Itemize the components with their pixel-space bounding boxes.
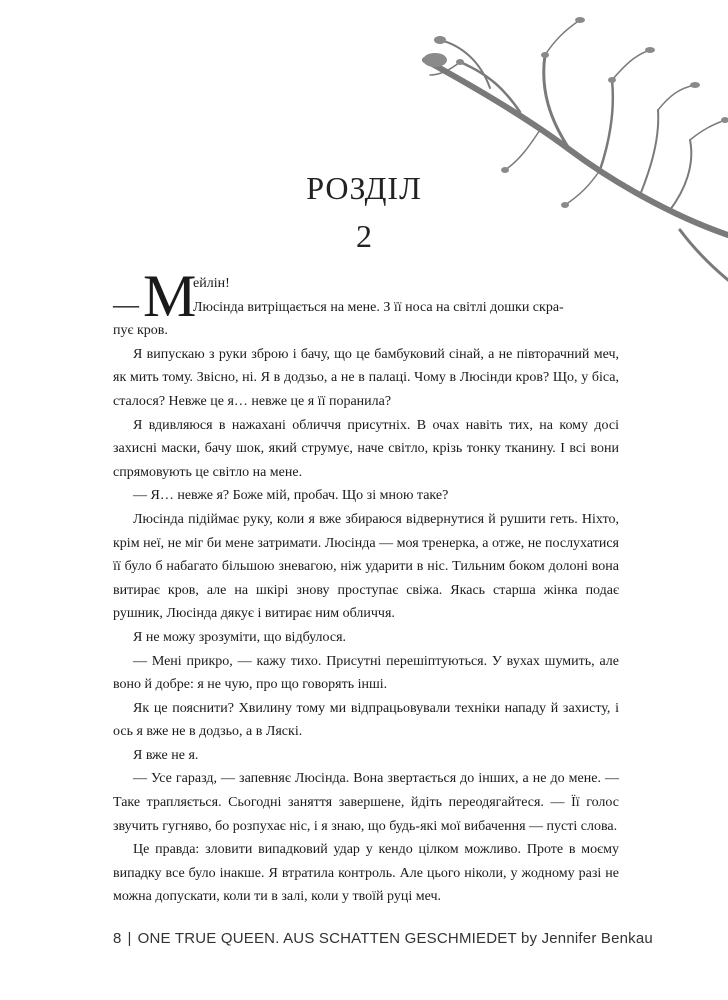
- opening-line-1: ейлін!: [193, 276, 230, 291]
- opening-line-2: Люсінда витріщається на мене. З її носа на світлі дошки скра-: [193, 299, 564, 315]
- paragraph: Я випускаю з руки зброю і бачу, що це бамбуковий сінай, а не півторачний меч, як мить тому. Звісно, ні. Я в додзьо, а не в палаці. Чому в Люсінди кров? Що, у біса, сталося? Невже це я… невже це я її поранила?: [113, 346, 619, 409]
- body-text: [113, 263, 619, 909]
- paragraph: Люсінда підіймає руку, коли я вже збираюся відвернутися й рушити геть. Ніхто, крім неї, не міг би мене затримати. Люсінда — моя тренерка, а отже, не послухатися її було б набагато більшою зневагою, ніж ударити в ніс. Тильним боком долоні вона витирає кров, але на шкірі знову проступає свіжа. Якась старша жінка подає рушник, Люсінда дякує і витирає ним обличчя.: [113, 511, 619, 622]
- author-name: Jennifer Benkau: [541, 930, 653, 947]
- opening-dash: —: [113, 290, 139, 319]
- paragraph: Як це пояснити? Хвилину тому ми відпрацьовували техніки нападу й захисту, і ось я вже не в додзьо, а в Ляскі.: [113, 700, 619, 740]
- paragraph: Це правда: зловити випадковий удар у кендо цілком можливо. Проте в моєму випадку все було інакше. Я втратила контроль. Але цього ніколи, у жодному разі не можна допускати, коли ти в залі, коли у твоїй руці меч.: [113, 842, 619, 905]
- paragraph: — Усе гаразд, — запевняє Люсінда. Вона звертається до інших, а не до мене. — Таке трапляється. Сьогодні заняття завершене, йдіть переодягайтеся. — Її голос звучить гугняво, бо розпухає ніс, і я знаю, що будь-які мої вибачення — пусті слова.: [113, 771, 619, 834]
- paragraph: — Я… невже я? Боже мій, пробач. Що зі мною таке?: [133, 488, 449, 504]
- page-number: 8: [113, 930, 122, 947]
- paragraph: Я не можу зрозуміти, що відбулося.: [133, 629, 347, 645]
- page-footer: [113, 930, 653, 947]
- opening-line-3: пує кров.: [113, 323, 168, 339]
- chapter-heading: [0, 168, 728, 256]
- paragraph: Я вже не я.: [133, 747, 199, 763]
- footer-by: by: [520, 930, 538, 947]
- paragraph: Я вдивляюся в нажахані обличчя присутніх. В очах навіть тих, на кому досі захисні маски, бачу шок, який струмує, наче світло, крізь тонку тканину. І всі вони спрямовують це світло на мене.: [113, 417, 619, 480]
- footer-separator: |: [127, 930, 132, 947]
- book-title: ONE TRUE QUEEN. AUS SCHATTEN GESCHMIEDET: [137, 930, 517, 947]
- chapter-word: РОЗДІЛ: [306, 170, 422, 206]
- paragraph: — Мені прикро, — кажу тихо. Присутні перешіптуються. У вухах шумить, але воно й добре: я не чую, про що говорять інші.: [113, 653, 619, 693]
- drop-cap: М: [143, 263, 197, 329]
- chapter-number: 2: [356, 218, 372, 254]
